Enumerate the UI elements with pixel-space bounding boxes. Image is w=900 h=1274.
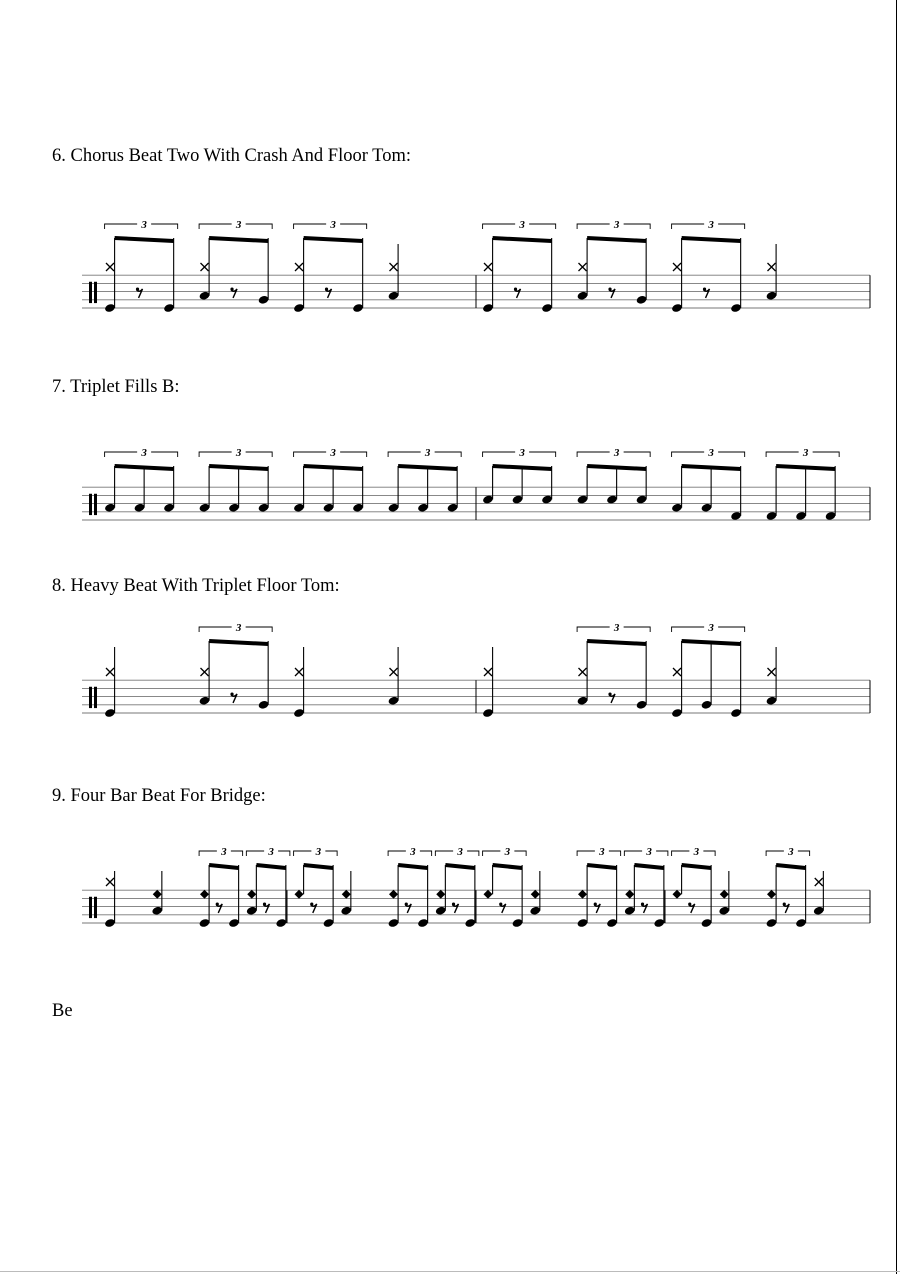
crash-notehead (390, 668, 398, 676)
ride-notehead (295, 890, 304, 899)
eighth-rest-dot (230, 693, 233, 696)
crash-notehead (579, 668, 587, 676)
beam (209, 641, 268, 644)
percussion-clef-bar (94, 897, 97, 918)
crash-notehead (673, 668, 681, 676)
beam (115, 238, 174, 241)
tuplet-number: 3 (708, 219, 714, 231)
tuplet-number: 3 (221, 846, 227, 858)
beam (587, 466, 646, 469)
beam (256, 865, 286, 868)
eighth-rest-dot (608, 693, 611, 696)
eighth-rest-dot (499, 903, 502, 906)
crash-notehead (673, 263, 681, 271)
crash-notehead (815, 878, 823, 886)
beam (304, 865, 334, 868)
tuplet-number: 3 (315, 846, 322, 858)
tuplet-number: 3 (235, 622, 242, 634)
exercise-7-title: 7. Triplet Fills B: (52, 377, 180, 397)
percussion-clef-bar (94, 494, 97, 515)
ride-notehead (247, 890, 256, 899)
exercise-6-title: 6. Chorus Beat Two With Crash And Floor Tom: (52, 146, 411, 166)
tuplet-number: 3 (235, 219, 242, 231)
eighth-rest-dot (452, 903, 455, 906)
beam (587, 865, 617, 868)
crash-notehead (484, 263, 492, 271)
eighth-rest-dot (608, 288, 611, 291)
ride-notehead (625, 890, 634, 899)
beam (587, 238, 646, 241)
crash-notehead (768, 263, 776, 271)
crash-notehead (484, 668, 492, 676)
beam (115, 466, 174, 469)
exercise-7-staff (0, 420, 900, 560)
tuplet-number: 3 (708, 447, 714, 459)
beam (398, 466, 457, 469)
eighth-rest-dot (230, 288, 233, 291)
tuplet-number: 3 (613, 447, 620, 459)
crash-notehead (201, 263, 209, 271)
tuplet-number: 3 (708, 622, 714, 634)
tuplet-number: 3 (613, 219, 620, 231)
ride-notehead (484, 890, 493, 899)
beam (682, 238, 741, 241)
ride-notehead (342, 890, 351, 899)
tuplet-number: 3 (330, 447, 336, 459)
beam (493, 865, 523, 868)
crash-notehead (390, 263, 398, 271)
ride-notehead (389, 890, 398, 899)
eighth-rest-dot (514, 288, 517, 291)
tuplet-number: 3 (141, 219, 147, 231)
beam (587, 641, 646, 644)
crash-notehead (106, 263, 114, 271)
exercise-9-staff (0, 825, 900, 945)
exercise-8-title: 8. Heavy Beat With Triplet Floor Tom: (52, 576, 340, 596)
eighth-rest-dot (263, 903, 266, 906)
tuplet-number: 3 (519, 219, 525, 231)
tuplet-number: 3 (235, 447, 242, 459)
ride-notehead (578, 890, 587, 899)
eighth-rest-dot (325, 288, 328, 291)
page-edge-bottom (0, 1271, 900, 1272)
tuplet-number: 3 (788, 846, 794, 858)
tuplet-number: 3 (504, 846, 511, 858)
ride-notehead (673, 890, 682, 899)
tuplet-number: 3 (457, 846, 463, 858)
tuplet-number: 3 (424, 447, 431, 459)
crash-notehead (579, 263, 587, 271)
crash-notehead (295, 668, 303, 676)
beam (634, 865, 664, 868)
beam (493, 466, 552, 469)
eighth-rest-dot (703, 288, 706, 291)
beam (682, 466, 741, 469)
tuplet-number: 3 (613, 622, 620, 634)
beam (209, 466, 268, 469)
ride-notehead (767, 890, 776, 899)
beam (209, 865, 239, 868)
eighth-rest-dot (783, 903, 786, 906)
percussion-clef-bar (89, 494, 92, 515)
percussion-clef-bar (94, 687, 97, 708)
percussion-clef-bar (89, 687, 92, 708)
beam (776, 865, 806, 868)
crash-notehead (106, 878, 114, 886)
tuplet-number: 3 (410, 846, 416, 858)
eighth-rest-dot (641, 903, 644, 906)
percussion-clef-bar (94, 282, 97, 303)
tuplet-number: 3 (599, 846, 605, 858)
ride-notehead (200, 890, 209, 899)
beam (398, 865, 428, 868)
tuplet-number: 3 (330, 219, 336, 231)
eighth-rest-dot (216, 903, 219, 906)
tuplet-number: 3 (802, 447, 809, 459)
eighth-rest-dot (136, 288, 139, 291)
ride-notehead (531, 890, 540, 899)
crash-notehead (768, 668, 776, 676)
tuplet-number: 3 (519, 447, 525, 459)
ride-notehead (153, 890, 162, 899)
exercise-9-title: 9. Four Bar Beat For Bridge: (52, 786, 266, 806)
beam (776, 466, 835, 469)
ride-notehead (720, 890, 729, 899)
eighth-rest-dot (405, 903, 408, 906)
beam (209, 238, 268, 241)
eighth-rest-dot (688, 903, 691, 906)
percussion-clef-bar (89, 897, 92, 918)
tuplet-number: 3 (693, 846, 700, 858)
crash-notehead (201, 668, 209, 676)
footer-text: Be (52, 1001, 73, 1021)
tuplet-number: 3 (268, 846, 274, 858)
percussion-clef-bar (89, 282, 92, 303)
ride-notehead (436, 890, 445, 899)
tuplet-number: 3 (646, 846, 652, 858)
beam (682, 865, 712, 868)
exercise-8-staff (0, 605, 900, 735)
beam (493, 238, 552, 241)
crash-notehead (295, 263, 303, 271)
tuplet-number: 3 (141, 447, 147, 459)
exercise-6-staff (0, 200, 900, 330)
beam (682, 641, 741, 644)
crash-notehead (106, 668, 114, 676)
beam (304, 466, 363, 469)
eighth-rest-dot (594, 903, 597, 906)
beam (445, 865, 475, 868)
eighth-rest-dot (310, 903, 313, 906)
beam (304, 238, 363, 241)
